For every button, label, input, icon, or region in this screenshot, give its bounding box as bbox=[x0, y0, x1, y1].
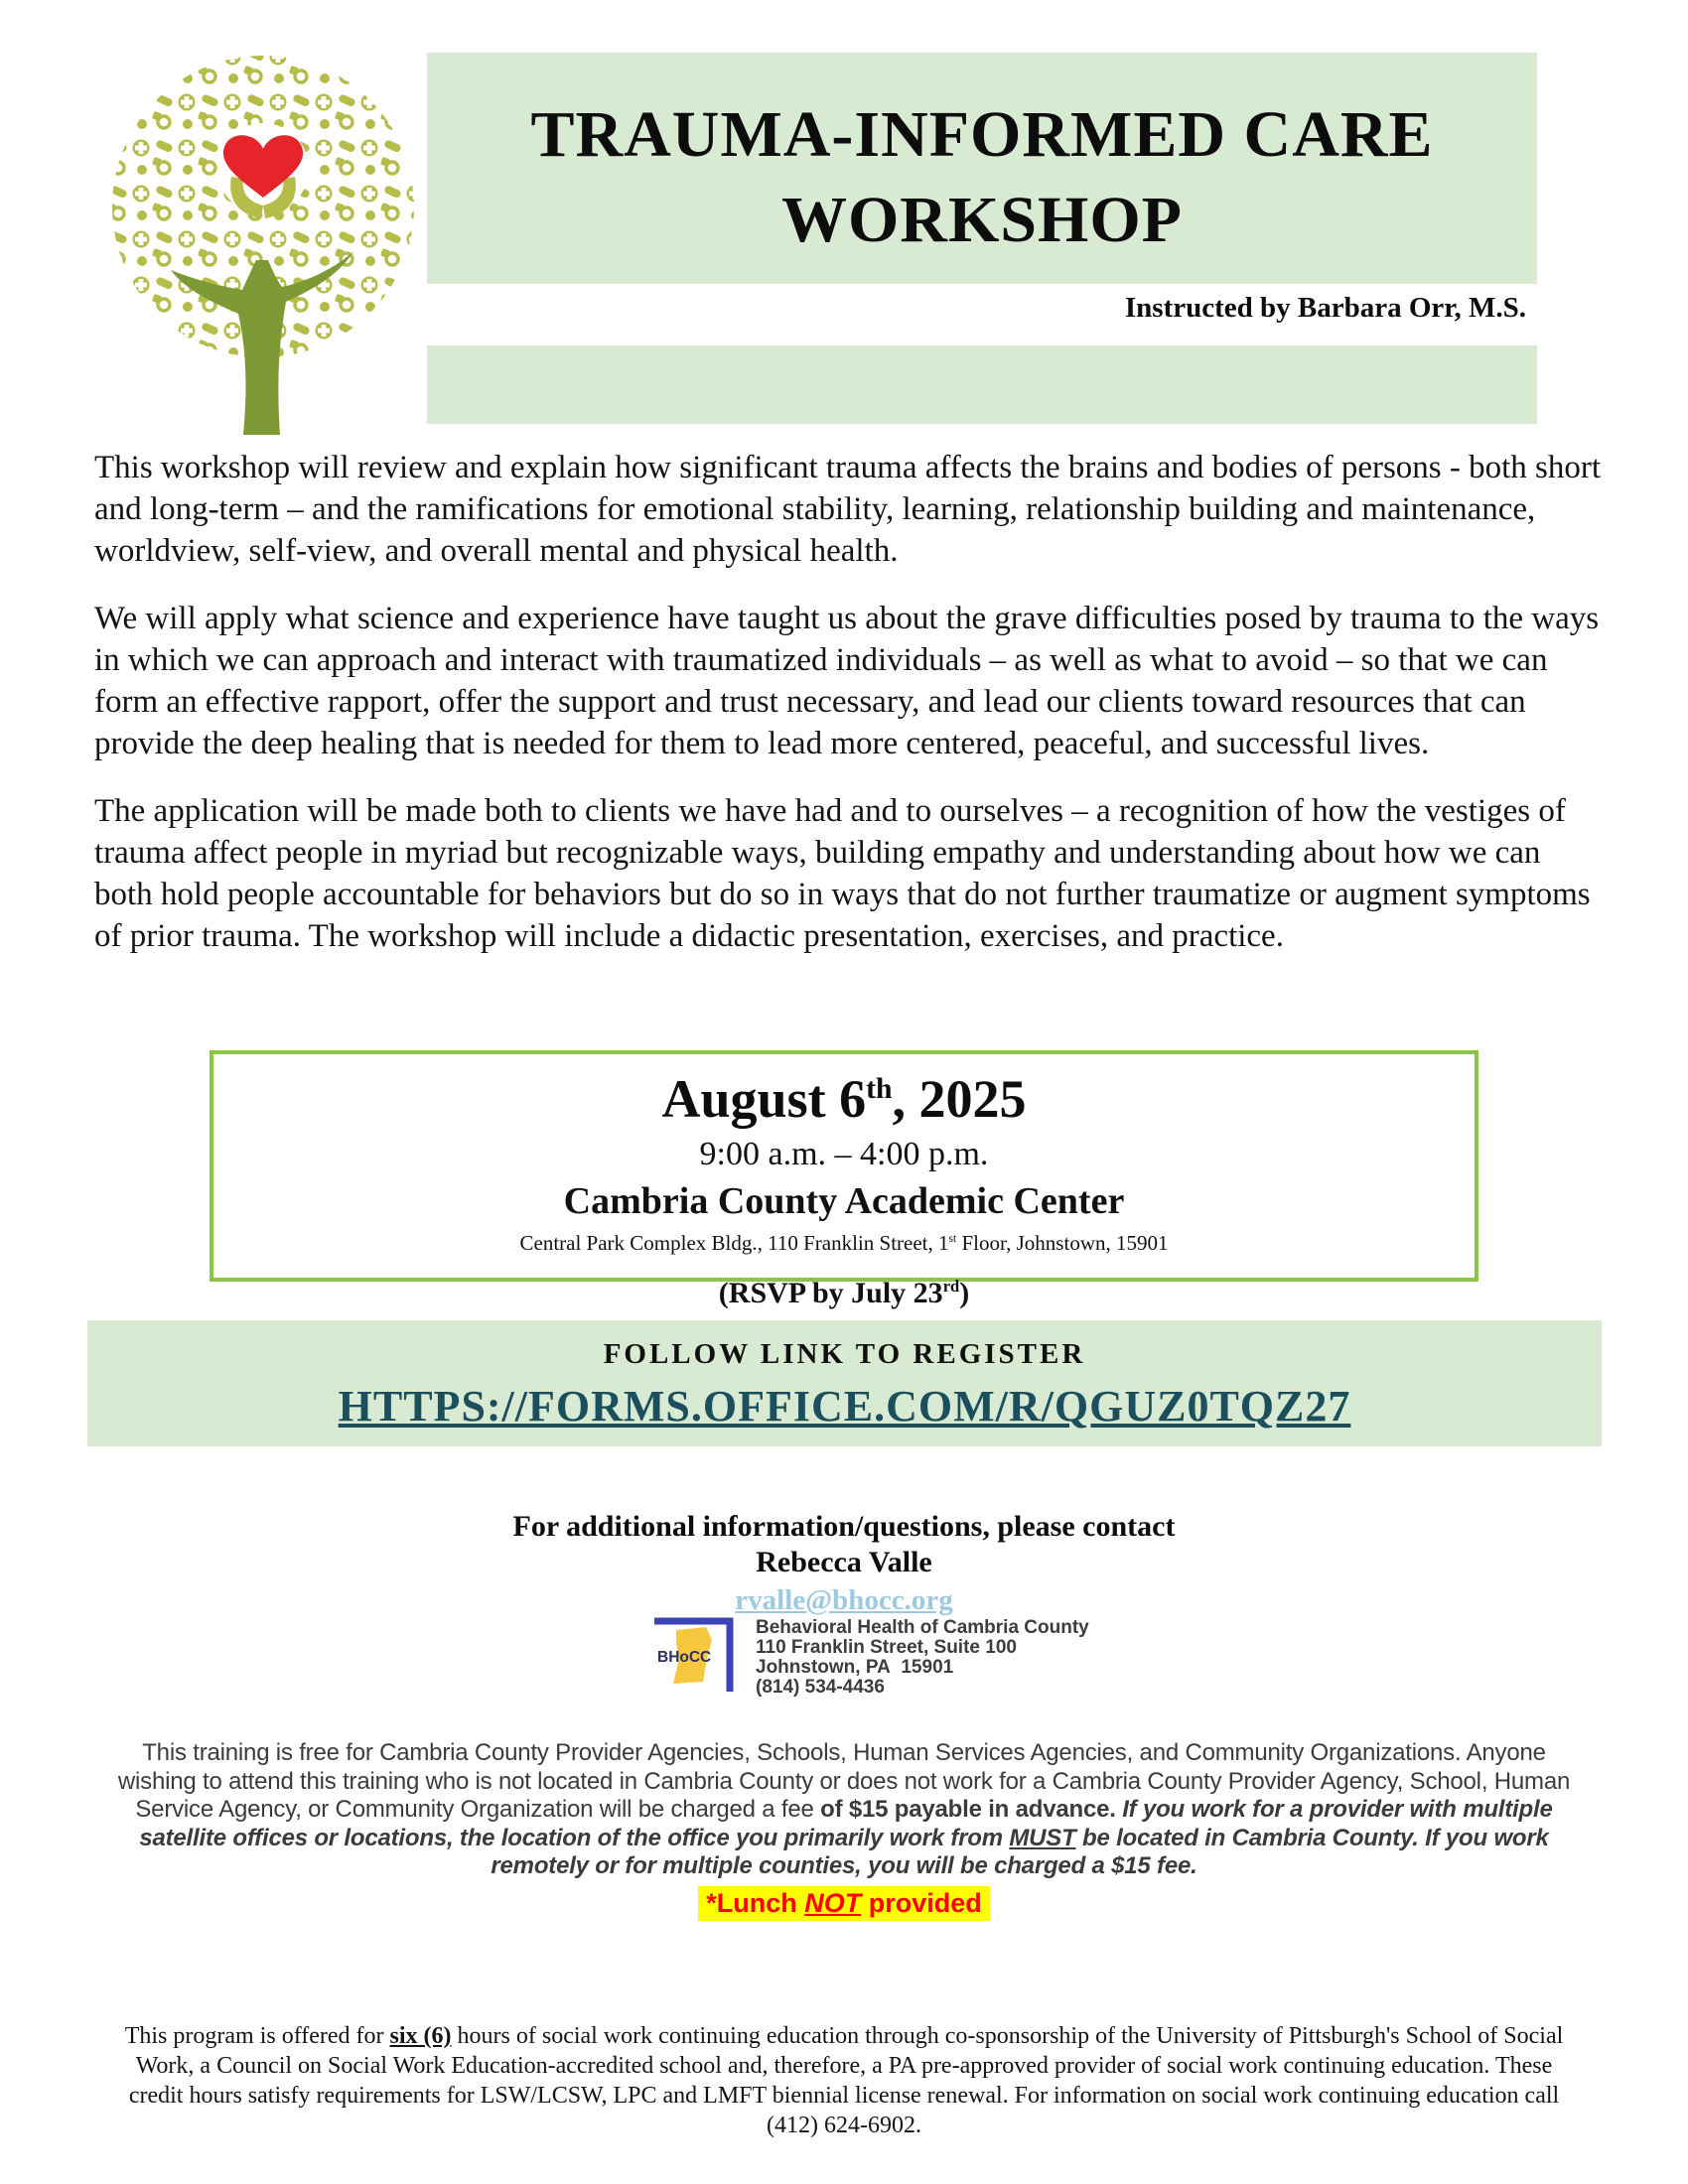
event-time: 9:00 a.m. – 4:00 p.m. bbox=[699, 1136, 989, 1172]
org-address-1: 110 Franklin Street, Suite 100 bbox=[756, 1637, 1017, 1658]
title-line-1: TRAUMA-INFORMED CARE bbox=[530, 98, 1434, 171]
page-title bbox=[427, 53, 1537, 263]
event-venue: Cambria County Academic Center bbox=[563, 1180, 1125, 1222]
contact-heading: For additional information/questions, please contact bbox=[512, 1510, 1176, 1543]
decorative-green-band bbox=[427, 345, 1537, 424]
contact-section bbox=[0, 1509, 1688, 1617]
lunch-notice-row bbox=[0, 1886, 1688, 1921]
org-address-block bbox=[756, 1612, 1089, 1698]
contact-email-link[interactable]: rvalle@bhocc.org bbox=[735, 1584, 953, 1616]
instructor-line: Instructed by Barbara Orr, M.S. bbox=[1124, 292, 1526, 324]
bhocc-logo bbox=[650, 1612, 738, 1694]
contact-name: Rebecca Valle bbox=[756, 1546, 932, 1578]
intro-section bbox=[94, 447, 1604, 983]
title-line-2: WORKSHOP bbox=[780, 184, 1184, 256]
title-banner bbox=[427, 53, 1537, 284]
event-details-box bbox=[210, 1050, 1478, 1282]
org-address-2: Johnstown, PA 15901 bbox=[756, 1657, 954, 1678]
logo-abbr-text: BHoCC bbox=[657, 1649, 712, 1666]
lunch-notice: *Lunch NOT provided bbox=[698, 1886, 990, 1921]
registration-link[interactable]: HTTPS://FORMS.OFFICE.COM/R/QGUZ0TQZ27 bbox=[338, 1382, 1351, 1431]
org-phone: (814) 534-4436 bbox=[756, 1677, 885, 1698]
rsvp-line: (RSVP by July 23rd) bbox=[718, 1277, 970, 1309]
intro-paragraph-2: We will apply what science and experience have taught us about the grave difficulties posed by trauma to the ways in which we can approach and interact with traumatized individuals – as well as what to avoid – so that we can form an effective rapport, offer the support and trust necessary, and lead our clients toward resources that can provide the deep healing that is needed for them to lead more centered, peaceful, and successful lives. bbox=[94, 601, 1600, 761]
event-address: Central Park Complex Bldg., 110 Franklin Street, 1st Floor, Johnstown, 15901 bbox=[519, 1231, 1169, 1255]
org-name: Behavioral Health of Cambria County bbox=[756, 1617, 1089, 1638]
register-heading: FOLLOW LINK TO REGISTER bbox=[603, 1338, 1086, 1370]
intro-paragraph-1: This workshop will review and explain how significant trauma affects the brains and bodies of persons - both short and long-term – and the ramifications for emotional stability, learning, relationship building and maintenance, worldview, self-view, and overall mental and physical health. bbox=[94, 450, 1602, 569]
fee-notice: This training is free for Cambria County Provider Agencies, Schools, Human Services Agencies, and Community Organizations. Anyone wishing to attend this training who is not located in Cambria County or does not work for a Cambria County Provider Agency, School, Human Service Agency, or Community Organization will be charged a fee of $15 payable in advance. If you work for a provider with multiple satellite offices or locations, the location of the office you primarily work from MUST be located in Cambria County. If you work remotely or for multiple counties, you will be charged a $15 fee. bbox=[117, 1739, 1571, 1879]
register-banner bbox=[87, 1320, 1602, 1446]
health-tree-icon bbox=[84, 46, 442, 435]
intro-paragraph-3: The application will be made both to clients we have had and to ourselves – a recognition of how the vestiges of trauma affect people in myriad but recognizable ways, building empathy and understanding about how we can both hold people accountable for behaviors but do so in ways that do not further traumatize or augment symptoms of prior trauma. The workshop will include a didactic presentation, exercises, and practice. bbox=[94, 793, 1591, 954]
continuing-education-notice: This program is offered for six (6) hours of social work continuing education through co-sponsorship of the University of Pittsburgh's School of Social Work, a Council on Social Work Education-accredited school and, therefore, a PA pre-approved provider of social work continuing education. These credit hours satisfy requirements for LSW/LCSW, LPC and LMFT biennial license renewal. For information on social work continuing education call (412) 624-6902. bbox=[124, 2023, 1564, 2138]
org-block bbox=[650, 1612, 1089, 1698]
event-date: August 6th, 2025 bbox=[661, 1069, 1027, 1129]
